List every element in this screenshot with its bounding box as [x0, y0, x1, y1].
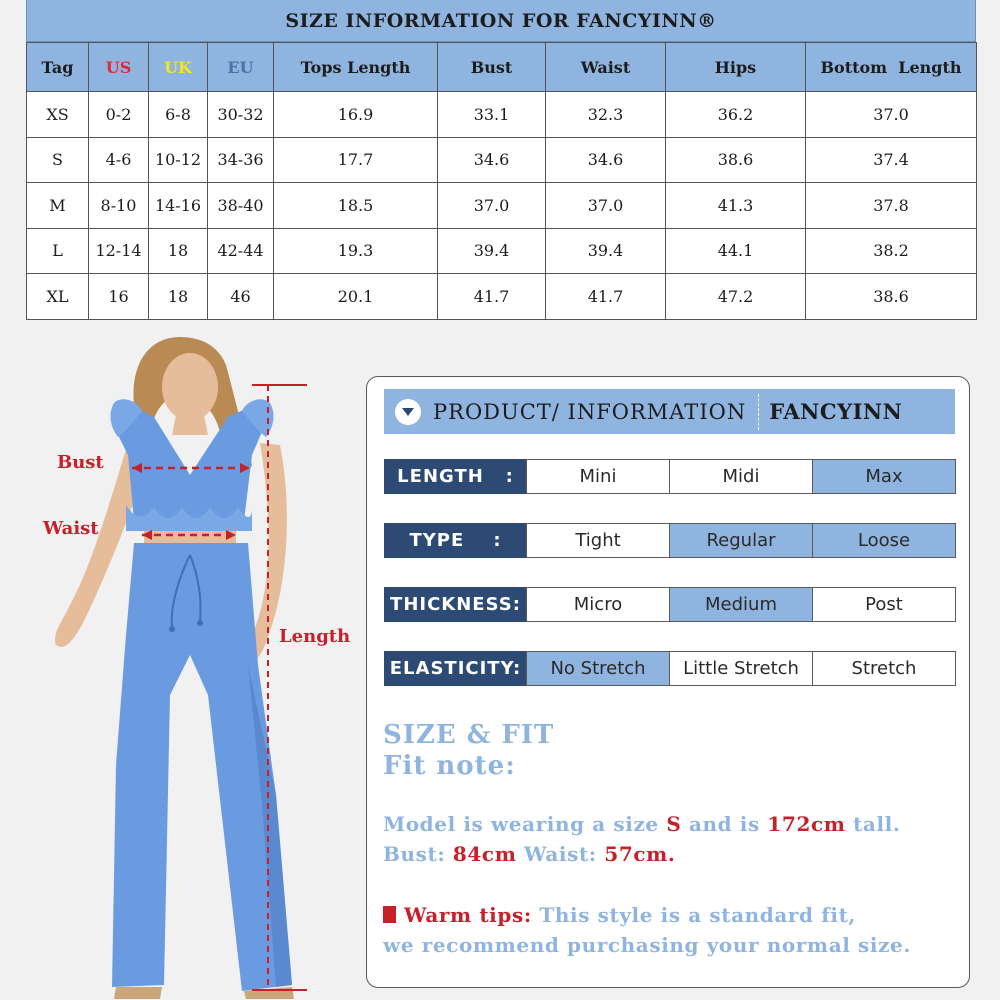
table-cell: 44.1: [666, 228, 806, 274]
attribute-row-thickness: [384, 587, 956, 622]
col-header-tops-length: Tops Length: [274, 43, 438, 92]
warm-tips-label: Warm tips:: [404, 903, 532, 927]
model-height-value: 172cm: [767, 812, 846, 836]
size-fit-heading: [383, 720, 554, 782]
waist-label-text: Waist:: [516, 842, 605, 866]
attribute-row-elasticity: [384, 651, 956, 686]
chevron-down-icon: [395, 399, 421, 425]
col-header-waist: Waist: [546, 43, 666, 92]
col-header-tag: Tag: [27, 43, 89, 92]
attribute-key: TYPE :: [384, 523, 527, 558]
model-size-value: S: [666, 812, 682, 836]
table-cell: 41.3: [666, 183, 806, 229]
table-cell: 12-14: [89, 228, 149, 274]
table-cell: 33.1: [438, 92, 546, 138]
table-cell: 41.7: [438, 274, 546, 320]
attribute-option: Midi: [669, 459, 813, 494]
model-waist-value: 57cm.: [604, 842, 676, 866]
product-info-title: PRODUCT/ INFORMATION: [433, 399, 747, 424]
size-table-section: [26, 0, 976, 320]
table-cell: 14-16: [149, 183, 208, 229]
table-cell: 6-8: [149, 92, 208, 138]
table-cell: 46: [208, 274, 274, 320]
size-table-header-row: [27, 43, 977, 92]
table-cell: 18: [149, 228, 208, 274]
table-cell: 19.3: [274, 228, 438, 274]
product-info-header: [384, 389, 955, 434]
bust-label: Bust: [57, 452, 104, 473]
warm-tips-line-2: [383, 933, 911, 957]
table-cell: 38.6: [806, 274, 977, 320]
table-cell: 36.2: [666, 92, 806, 138]
col-header-eu: EU: [208, 43, 274, 92]
model-bust-value: 84cm: [452, 842, 517, 866]
attribute-option-selected: Max: [812, 459, 956, 494]
table-cell: 37.0: [806, 92, 977, 138]
table-cell: 34-36: [208, 137, 274, 183]
table-cell: S: [27, 137, 89, 183]
table-cell: 8-10: [89, 183, 149, 229]
table-cell: 37.0: [546, 183, 666, 229]
model-illustration: [30, 335, 370, 1000]
table-cell: 38.2: [806, 228, 977, 274]
table-cell: 37.4: [806, 137, 977, 183]
table-cell: 17.7: [274, 137, 438, 183]
col-header-hips: Hips: [666, 43, 806, 92]
table-cell: L: [27, 228, 89, 274]
table-cell: 32.3: [546, 92, 666, 138]
attribute-row-length: [384, 459, 956, 494]
attribute-option-selected: Regular: [669, 523, 813, 558]
attribute-key: ELASTICITY:: [384, 651, 527, 686]
attribute-option: Stretch: [812, 651, 956, 686]
table-row: [27, 228, 977, 274]
model-figure: [30, 335, 370, 1000]
table-cell: M: [27, 183, 89, 229]
warm-tips-text-2: we recommend purchasing your normal size.: [383, 933, 911, 957]
model-info-line: [383, 812, 900, 836]
table-cell: 38-40: [208, 183, 274, 229]
fit-note-title: Fit note:: [383, 751, 516, 781]
red-square-icon: [383, 906, 396, 923]
length-label: Length: [279, 626, 351, 647]
attribute-option-selected: No Stretch: [526, 651, 670, 686]
table-cell: 0-2: [89, 92, 149, 138]
table-cell: 16: [89, 274, 149, 320]
table-cell: 39.4: [546, 228, 666, 274]
table-cell: 47.2: [666, 274, 806, 320]
table-cell: 39.4: [438, 228, 546, 274]
size-table-title: SIZE INFORMATION FOR FANCYINN®: [26, 0, 976, 42]
table-cell: 37.8: [806, 183, 977, 229]
attribute-option: Micro: [526, 587, 670, 622]
size-table: [26, 42, 977, 320]
attribute-option: Post: [812, 587, 956, 622]
model-info-text: and is: [681, 812, 768, 836]
table-cell: 34.6: [546, 137, 666, 183]
table-cell: 34.6: [438, 137, 546, 183]
col-header-uk: UK: [149, 43, 208, 92]
attribute-key: LENGTH :: [384, 459, 527, 494]
table-cell: 18.5: [274, 183, 438, 229]
attribute-option: Tight: [526, 523, 670, 558]
attribute-option: Mini: [526, 459, 670, 494]
product-info-card: [366, 376, 970, 988]
attribute-row-type: [384, 523, 956, 558]
model-measure-line: [383, 842, 676, 866]
table-row: [27, 92, 977, 138]
table-row: [27, 183, 977, 229]
brand-name: FANCYINN: [769, 399, 903, 424]
model-info-text: Model is wearing a size: [383, 812, 667, 836]
attribute-option-selected: Loose: [812, 523, 956, 558]
table-cell: 42-44: [208, 228, 274, 274]
table-cell: 16.9: [274, 92, 438, 138]
warm-tips-text: This style is a standard fit,: [531, 903, 856, 927]
table-cell: XS: [27, 92, 89, 138]
table-row: [27, 137, 977, 183]
attribute-option-selected: Medium: [669, 587, 813, 622]
header-divider: [758, 394, 759, 430]
size-fit-title: SIZE & FIT: [383, 720, 555, 750]
attribute-key: THICKNESS:: [384, 587, 527, 622]
col-header-bust: Bust: [438, 43, 546, 92]
table-cell: 38.6: [666, 137, 806, 183]
warm-tips-line: [383, 903, 856, 927]
table-cell: 18: [149, 274, 208, 320]
table-cell: 4-6: [89, 137, 149, 183]
bust-label-text: Bust:: [383, 842, 453, 866]
table-cell: 37.0: [438, 183, 546, 229]
table-cell: XL: [27, 274, 89, 320]
model-info-text: tall.: [845, 812, 901, 836]
table-cell: 41.7: [546, 274, 666, 320]
table-row: [27, 274, 977, 320]
attribute-option: Little Stretch: [669, 651, 813, 686]
table-cell: 30-32: [208, 92, 274, 138]
table-cell: 10-12: [149, 137, 208, 183]
col-header-bottom-length: Bottom Length: [806, 43, 977, 92]
col-header-us: US: [89, 43, 149, 92]
waist-label: Waist: [43, 518, 99, 539]
table-cell: 20.1: [274, 274, 438, 320]
